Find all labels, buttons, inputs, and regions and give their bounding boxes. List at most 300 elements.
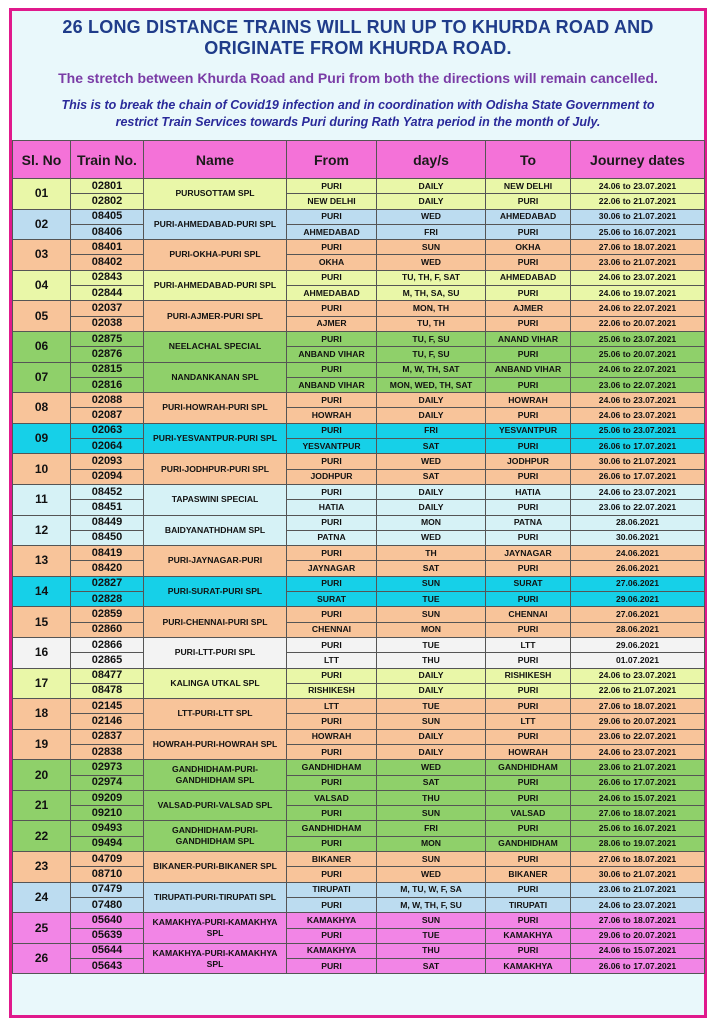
days-cell: DAILY <box>377 729 486 744</box>
to-cell: AHMEDABAD <box>486 270 571 285</box>
train-name-cell: PURI-JAYNAGAR-PURI <box>144 546 287 577</box>
from-cell: PURI <box>287 270 377 285</box>
journey-dates-cell: 27.06.2021 <box>571 576 705 591</box>
days-cell: M, W, TH, F, SU <box>377 897 486 912</box>
to-cell: GANDHIDHAM <box>486 836 571 851</box>
journey-dates-cell: 27.06 to 18.07.2021 <box>571 913 705 928</box>
to-cell: HATIA <box>486 484 571 499</box>
train-number-cell: 02973 <box>71 760 144 775</box>
from-cell: PURI <box>287 714 377 729</box>
journey-dates-cell: 22.06 to 21.07.2021 <box>571 683 705 698</box>
days-cell: WED <box>377 867 486 882</box>
from-cell: HATIA <box>287 500 377 515</box>
journey-dates-cell: 24.06 to 19.07.2021 <box>571 286 705 301</box>
days-cell: MON <box>377 515 486 530</box>
train-number-cell: 05639 <box>71 928 144 943</box>
days-cell: TH <box>377 546 486 561</box>
train-number-cell: 02094 <box>71 469 144 484</box>
table-row <box>13 867 705 882</box>
train-name-cell: LTT-PURI-LTT SPL <box>144 699 287 730</box>
serial-number-cell: 24 <box>13 882 71 913</box>
table-row <box>13 270 705 285</box>
train-number-cell: 08450 <box>71 530 144 545</box>
train-name-cell: VALSAD-PURI-VALSAD SPL <box>144 790 287 821</box>
from-cell: PURI <box>287 775 377 790</box>
table-row <box>13 454 705 469</box>
to-cell: PURI <box>486 790 571 805</box>
train-number-cell: 02827 <box>71 576 144 591</box>
col-header-sl: Sl. No <box>13 141 71 179</box>
train-number-cell: 02843 <box>71 270 144 285</box>
table-row <box>13 897 705 912</box>
journey-dates-cell: 29.06 to 20.07.2021 <box>571 928 705 943</box>
serial-number-cell: 02 <box>13 209 71 240</box>
table-row <box>13 347 705 362</box>
serial-number-cell: 16 <box>13 637 71 668</box>
table-row <box>13 790 705 805</box>
table-row <box>13 913 705 928</box>
serial-number-cell: 01 <box>13 179 71 210</box>
days-cell: MON <box>377 836 486 851</box>
col-header-to: To <box>486 141 571 179</box>
from-cell: NEW DELHI <box>287 194 377 209</box>
from-cell: GANDHIDHAM <box>287 821 377 836</box>
days-cell: TUE <box>377 699 486 714</box>
serial-number-cell: 03 <box>13 240 71 271</box>
from-cell: PURI <box>287 897 377 912</box>
to-cell: PURI <box>486 683 571 698</box>
to-cell: ANBAND VIHAR <box>486 362 571 377</box>
to-cell: VALSAD <box>486 806 571 821</box>
journey-dates-cell: 25.06 to 16.07.2021 <box>571 224 705 239</box>
to-cell: PURI <box>486 622 571 637</box>
days-cell: THU <box>377 790 486 805</box>
to-cell: AHMEDABAD <box>486 209 571 224</box>
journey-dates-cell: 22.06 to 20.07.2021 <box>571 316 705 331</box>
days-cell: WED <box>377 255 486 270</box>
serial-number-cell: 22 <box>13 821 71 852</box>
train-number-cell: 02837 <box>71 729 144 744</box>
journey-dates-cell: 01.07.2021 <box>571 653 705 668</box>
train-number-cell: 05643 <box>71 959 144 974</box>
to-cell: BIKANER <box>486 867 571 882</box>
train-number-cell: 07479 <box>71 882 144 897</box>
from-cell: LTT <box>287 653 377 668</box>
days-cell: SAT <box>377 561 486 576</box>
train-number-cell: 02875 <box>71 331 144 346</box>
to-cell: PURI <box>486 592 571 607</box>
journey-dates-cell: 25.06 to 23.07.2021 <box>571 423 705 438</box>
from-cell: OKHA <box>287 255 377 270</box>
to-cell: ANAND VIHAR <box>486 331 571 346</box>
table-row <box>13 561 705 576</box>
table-row <box>13 530 705 545</box>
days-cell: DAILY <box>377 744 486 759</box>
train-name-cell: PURUSOTTAM SPL <box>144 179 287 210</box>
train-number-cell: 09210 <box>71 806 144 821</box>
serial-number-cell: 26 <box>13 943 71 974</box>
table-row <box>13 576 705 591</box>
from-cell: PURI <box>287 668 377 683</box>
days-cell: SUN <box>377 607 486 622</box>
note-line-2: restrict Train Services towards Puri during Rath Yatra period in the month of July. <box>115 115 601 129</box>
to-cell: LTT <box>486 714 571 729</box>
table-row <box>13 316 705 331</box>
train-number-cell: 02146 <box>71 714 144 729</box>
train-number-cell: 02037 <box>71 301 144 316</box>
table-row <box>13 301 705 316</box>
days-cell: SAT <box>377 959 486 974</box>
train-name-cell: BIKANER-PURI-BIKANER SPL <box>144 852 287 883</box>
table-row <box>13 683 705 698</box>
notice-title <box>12 11 704 59</box>
train-name-cell: GANDHIDHAM-PURI-GANDHIDHAM SPL <box>144 760 287 791</box>
journey-dates-cell: 28.06.2021 <box>571 622 705 637</box>
days-cell: WED <box>377 760 486 775</box>
journey-dates-cell: 24.06 to 22.07.2021 <box>571 362 705 377</box>
table-row <box>13 362 705 377</box>
serial-number-cell: 13 <box>13 546 71 577</box>
table-row <box>13 179 705 194</box>
days-cell: WED <box>377 530 486 545</box>
journey-dates-cell: 28.06 to 19.07.2021 <box>571 836 705 851</box>
train-number-cell: 09209 <box>71 790 144 805</box>
table-row <box>13 515 705 530</box>
days-cell: TUE <box>377 637 486 652</box>
days-cell: DAILY <box>377 500 486 515</box>
to-cell: PURI <box>486 500 571 515</box>
journey-dates-cell: 24.06 to 23.07.2021 <box>571 897 705 912</box>
col-header-days: day/s <box>377 141 486 179</box>
table-row <box>13 882 705 897</box>
to-cell: PURI <box>486 821 571 836</box>
days-cell: FRI <box>377 821 486 836</box>
journey-dates-cell: 26.06 to 17.07.2021 <box>571 959 705 974</box>
from-cell: PURI <box>287 959 377 974</box>
to-cell: PATNA <box>486 515 571 530</box>
from-cell: RISHIKESH <box>287 683 377 698</box>
from-cell: GANDHIDHAM <box>287 760 377 775</box>
days-cell: TU, F, SU <box>377 331 486 346</box>
to-cell: AJMER <box>486 301 571 316</box>
train-number-cell: 02865 <box>71 653 144 668</box>
serial-number-cell: 23 <box>13 852 71 883</box>
to-cell: HOWRAH <box>486 393 571 408</box>
table-row <box>13 775 705 790</box>
serial-number-cell: 25 <box>13 913 71 944</box>
table-row <box>13 423 705 438</box>
days-cell: SAT <box>377 775 486 790</box>
to-cell: GANDHIDHAM <box>486 760 571 775</box>
from-cell: KAMAKHYA <box>287 943 377 958</box>
table-row <box>13 469 705 484</box>
serial-number-cell: 08 <box>13 393 71 424</box>
train-name-cell: KALINGA UTKAL SPL <box>144 668 287 699</box>
journey-dates-cell: 30.06 to 21.07.2021 <box>571 209 705 224</box>
table-row <box>13 699 705 714</box>
days-cell: SUN <box>377 852 486 867</box>
serial-number-cell: 20 <box>13 760 71 791</box>
from-cell: PURI <box>287 179 377 194</box>
train-number-cell: 08402 <box>71 255 144 270</box>
days-cell: THU <box>377 943 486 958</box>
from-cell: KAMAKHYA <box>287 913 377 928</box>
train-name-cell: PURI-AHMEDABAD-PURI SPL <box>144 209 287 240</box>
from-cell: ANBAND VIHAR <box>287 347 377 362</box>
journey-dates-cell: 24.06 to 15.07.2021 <box>571 943 705 958</box>
from-cell: PURI <box>287 637 377 652</box>
to-cell: PURI <box>486 943 571 958</box>
train-number-cell: 02828 <box>71 592 144 607</box>
train-name-cell: PURI-CHENNAI-PURI SPL <box>144 607 287 638</box>
to-cell: JODHPUR <box>486 454 571 469</box>
to-cell: JAYNAGAR <box>486 546 571 561</box>
journey-dates-cell: 26.06 to 17.07.2021 <box>571 775 705 790</box>
from-cell: PURI <box>287 515 377 530</box>
days-cell: FRI <box>377 224 486 239</box>
table-row <box>13 393 705 408</box>
table-row <box>13 377 705 392</box>
days-cell: SUN <box>377 913 486 928</box>
serial-number-cell: 14 <box>13 576 71 607</box>
notice-header <box>12 11 704 140</box>
train-name-cell: PURI-OKHA-PURI SPL <box>144 240 287 271</box>
days-cell: TUE <box>377 928 486 943</box>
journey-dates-cell: 24.06.2021 <box>571 546 705 561</box>
train-number-cell: 02093 <box>71 454 144 469</box>
journey-dates-cell: 24.06 to 23.07.2021 <box>571 270 705 285</box>
journey-dates-cell: 28.06.2021 <box>571 515 705 530</box>
journey-dates-cell: 26.06 to 17.07.2021 <box>571 469 705 484</box>
to-cell: RISHIKESH <box>486 668 571 683</box>
to-cell: PURI <box>486 852 571 867</box>
to-cell: PURI <box>486 530 571 545</box>
from-cell: PURI <box>287 607 377 622</box>
train-name-cell: KAMAKHYA-PURI-KAMAKHYA SPL <box>144 943 287 974</box>
days-cell: WED <box>377 209 486 224</box>
train-number-cell: 02866 <box>71 637 144 652</box>
table-row <box>13 744 705 759</box>
from-cell: PURI <box>287 454 377 469</box>
train-name-cell: NEELACHAL SPECIAL <box>144 331 287 362</box>
days-cell: DAILY <box>377 393 486 408</box>
train-name-cell: KAMAKHYA-PURI-KAMAKHYA SPL <box>144 913 287 944</box>
journey-dates-cell: 24.06 to 23.07.2021 <box>571 668 705 683</box>
train-number-cell: 08420 <box>71 561 144 576</box>
table-row <box>13 484 705 499</box>
from-cell: PATNA <box>287 530 377 545</box>
to-cell: PURI <box>486 194 571 209</box>
notice-note <box>12 97 704 131</box>
to-cell: PURI <box>486 408 571 423</box>
from-cell: PURI <box>287 484 377 499</box>
table-row <box>13 852 705 867</box>
days-cell: DAILY <box>377 484 486 499</box>
train-name-cell: PURI-LTT-PURI SPL <box>144 637 287 668</box>
table-row <box>13 668 705 683</box>
train-name-cell: PURI-JODHPUR-PURI SPL <box>144 454 287 485</box>
days-cell: MON, TH <box>377 301 486 316</box>
days-cell: DAILY <box>377 179 486 194</box>
train-schedule-table <box>12 140 705 974</box>
days-cell: MON, WED, TH, SAT <box>377 377 486 392</box>
from-cell: BIKANER <box>287 852 377 867</box>
table-row <box>13 653 705 668</box>
days-cell: DAILY <box>377 194 486 209</box>
to-cell: HOWRAH <box>486 744 571 759</box>
to-cell: LTT <box>486 637 571 652</box>
table-row <box>13 209 705 224</box>
train-number-cell: 08401 <box>71 240 144 255</box>
from-cell: PURI <box>287 928 377 943</box>
train-name-cell: PURI-SURAT-PURI SPL <box>144 576 287 607</box>
table-header-row <box>13 141 705 179</box>
to-cell: SURAT <box>486 576 571 591</box>
table-row <box>13 821 705 836</box>
from-cell: PURI <box>287 423 377 438</box>
journey-dates-cell: 29.06 to 20.07.2021 <box>571 714 705 729</box>
days-cell: TU, F, SU <box>377 347 486 362</box>
title-line-1: 26 LONG DISTANCE TRAINS WILL RUN UP TO KHURDA ROAD AND <box>62 17 654 37</box>
table-row <box>13 194 705 209</box>
to-cell: PURI <box>486 882 571 897</box>
train-number-cell: 08478 <box>71 683 144 698</box>
train-name-cell: NANDANKANAN SPL <box>144 362 287 393</box>
from-cell: SURAT <box>287 592 377 607</box>
train-name-cell: GANDHIDHAM-PURI-GANDHIDHAM SPL <box>144 821 287 852</box>
train-name-cell: PURI-YESVANTPUR-PURI SPL <box>144 423 287 454</box>
serial-number-cell: 21 <box>13 790 71 821</box>
table-row <box>13 592 705 607</box>
from-cell: AHMEDABAD <box>287 224 377 239</box>
table-row <box>13 439 705 454</box>
from-cell: HOWRAH <box>287 408 377 423</box>
serial-number-cell: 06 <box>13 331 71 362</box>
journey-dates-cell: 23.06 to 21.07.2021 <box>571 255 705 270</box>
days-cell: DAILY <box>377 668 486 683</box>
from-cell: JODHPUR <box>287 469 377 484</box>
train-number-cell: 02859 <box>71 607 144 622</box>
to-cell: PURI <box>486 561 571 576</box>
from-cell: ANBAND VIHAR <box>287 377 377 392</box>
journey-dates-cell: 24.06 to 23.07.2021 <box>571 744 705 759</box>
train-number-cell: 02801 <box>71 179 144 194</box>
to-cell: PURI <box>486 255 571 270</box>
journey-dates-cell: 23.06 to 22.07.2021 <box>571 377 705 392</box>
train-number-cell: 02816 <box>71 377 144 392</box>
train-name-cell: TIRUPATI-PURI-TIRUPATI SPL <box>144 882 287 913</box>
train-number-cell: 08419 <box>71 546 144 561</box>
train-number-cell: 02145 <box>71 699 144 714</box>
journey-dates-cell: 25.06 to 20.07.2021 <box>571 347 705 362</box>
train-number-cell: 09493 <box>71 821 144 836</box>
journey-dates-cell: 30.06 to 21.07.2021 <box>571 454 705 469</box>
days-cell: DAILY <box>377 408 486 423</box>
to-cell: PURI <box>486 347 571 362</box>
to-cell: OKHA <box>486 240 571 255</box>
table-row <box>13 729 705 744</box>
table-row <box>13 806 705 821</box>
table-row <box>13 500 705 515</box>
from-cell: AJMER <box>287 316 377 331</box>
from-cell: PURI <box>287 546 377 561</box>
train-number-cell: 08452 <box>71 484 144 499</box>
train-number-cell: 08405 <box>71 209 144 224</box>
col-header-from: From <box>287 141 377 179</box>
from-cell: PURI <box>287 209 377 224</box>
table-row <box>13 714 705 729</box>
table-row <box>13 637 705 652</box>
title-line-2: ORIGINATE FROM KHURDA ROAD. <box>204 38 512 58</box>
table-row <box>13 546 705 561</box>
table-row <box>13 959 705 974</box>
serial-number-cell: 17 <box>13 668 71 699</box>
col-header-train: Train No. <box>71 141 144 179</box>
serial-number-cell: 11 <box>13 484 71 515</box>
to-cell: CHENNAI <box>486 607 571 622</box>
journey-dates-cell: 30.06 to 21.07.2021 <box>571 867 705 882</box>
journey-dates-cell: 29.06.2021 <box>571 637 705 652</box>
notice-frame <box>9 8 707 1018</box>
train-number-cell: 05640 <box>71 913 144 928</box>
from-cell: AHMEDABAD <box>287 286 377 301</box>
from-cell: PURI <box>287 836 377 851</box>
from-cell: VALSAD <box>287 790 377 805</box>
days-cell: M, TU, W, F, SA <box>377 882 486 897</box>
train-name-cell: TAPASWINI SPECIAL <box>144 484 287 515</box>
journey-dates-cell: 27.06 to 18.07.2021 <box>571 240 705 255</box>
days-cell: SUN <box>377 240 486 255</box>
table-row <box>13 240 705 255</box>
journey-dates-cell: 29.06.2021 <box>571 592 705 607</box>
table-row <box>13 255 705 270</box>
days-cell: TU, TH, F, SAT <box>377 270 486 285</box>
days-cell: THU <box>377 653 486 668</box>
to-cell: PURI <box>486 286 571 301</box>
table-row <box>13 224 705 239</box>
train-number-cell: 02087 <box>71 408 144 423</box>
journey-dates-cell: 25.06 to 23.07.2021 <box>571 331 705 346</box>
table-row <box>13 928 705 943</box>
table-row <box>13 331 705 346</box>
days-cell: SUN <box>377 714 486 729</box>
train-number-cell: 02844 <box>71 286 144 301</box>
journey-dates-cell: 24.06 to 23.07.2021 <box>571 484 705 499</box>
train-number-cell: 04709 <box>71 852 144 867</box>
from-cell: HOWRAH <box>287 729 377 744</box>
train-number-cell: 08451 <box>71 500 144 515</box>
train-name-cell: BAIDYANATHDHAM SPL <box>144 515 287 546</box>
train-number-cell: 02838 <box>71 744 144 759</box>
from-cell: PURI <box>287 744 377 759</box>
from-cell: PURI <box>287 576 377 591</box>
journey-dates-cell: 26.06.2021 <box>571 561 705 576</box>
train-number-cell: 02038 <box>71 316 144 331</box>
from-cell: PURI <box>287 240 377 255</box>
journey-dates-cell: 24.06 to 15.07.2021 <box>571 790 705 805</box>
col-header-dates: Journey dates <box>571 141 705 179</box>
days-cell: TUE <box>377 592 486 607</box>
serial-number-cell: 19 <box>13 729 71 760</box>
train-name-cell: PURI-AHMEDABAD-PURI SPL <box>144 270 287 301</box>
train-number-cell: 02860 <box>71 622 144 637</box>
from-cell: CHENNAI <box>287 622 377 637</box>
notice-subtitle: The stretch between Khurda Road and Puri from both the directions will remain cancelled. <box>58 70 658 86</box>
to-cell: PURI <box>486 653 571 668</box>
days-cell: SUN <box>377 806 486 821</box>
serial-number-cell: 18 <box>13 699 71 730</box>
table-row <box>13 286 705 301</box>
